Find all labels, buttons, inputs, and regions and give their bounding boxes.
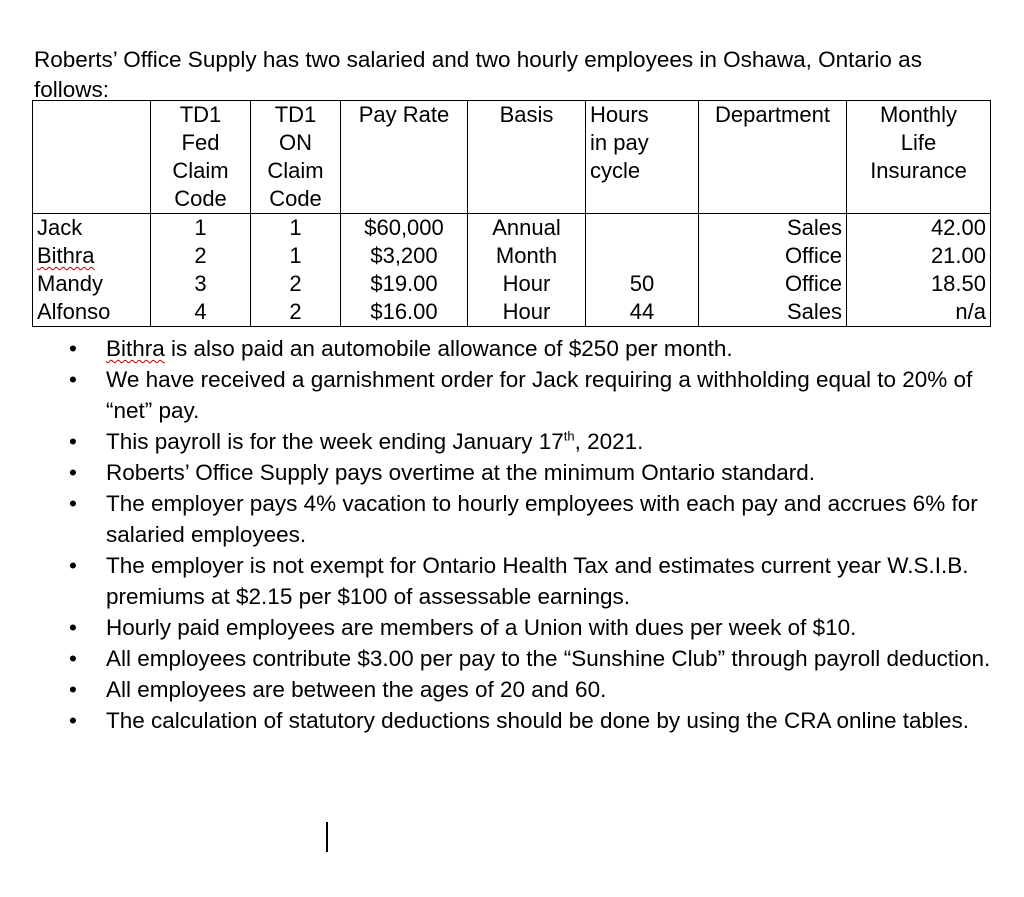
notes-list [64,333,994,736]
intro-paragraph: Roberts’ Office Supply has two salaried and two hourly employees in Oshawa, Ontario as follows: [34,46,922,102]
list-item [64,333,994,364]
header-name [33,101,151,214]
cell-insurance: 42.00 [847,214,991,243]
cell-department: Sales [699,214,847,243]
table-row [33,214,991,243]
note-text: All employees are between the ages of 20 and 60. [106,677,607,702]
bullet-icon: • [69,553,77,578]
cell-on-code: 1 [251,242,341,270]
cell-on-code: 2 [251,270,341,298]
cell-department: Office [699,242,847,270]
header-pay-rate: Pay Rate [341,101,468,214]
note-text: The calculation of statutory deductions should be done by using the CRA online tables. [106,708,970,733]
text-cursor-caret[interactable] [326,822,328,852]
cell-name [33,242,151,270]
cell-basis: Hour [468,270,586,298]
note-text: Roberts’ Office Supply pays overtime at the minimum Ontario standard. [106,460,816,485]
cell-basis: Annual [468,214,586,243]
note-text: is also paid an automobile allowance of $250 per month. [164,336,733,361]
cell-hours: 50 [586,270,699,298]
cell-basis: Hour [468,298,586,327]
cell-pay-rate: $19.00 [341,270,468,298]
table-header-row [33,101,991,214]
superscript-ordinal: th [563,428,575,444]
bullet-icon: • [69,708,77,733]
cell-pay-rate: $60,000 [341,214,468,243]
cell-fed-code: 4 [151,298,251,327]
bullet-icon: • [69,460,77,485]
cell-basis: Month [468,242,586,270]
note-text: The employer pays 4% vacation to hourly employees with each pay and accrues 6% for salaried employees. [106,491,978,547]
list-item [64,457,994,488]
list-item [64,612,994,643]
note-text: Hourly paid employees are members of a Union with dues per week of $10. [106,615,857,640]
employee-table [32,100,991,327]
bullet-icon: • [69,615,77,640]
list-item [64,550,994,612]
bullet-icon: • [69,646,77,671]
list-item [64,488,994,550]
note-text: We have received a garnishment order for Jack requiring a withholding equal to 20% of “net” pay. [106,367,973,423]
note-text: All employees contribute $3.00 per pay to the “Sunshine Club” through payroll deduction. [106,646,991,671]
cell-on-code: 1 [251,214,341,243]
cell-hours: 44 [586,298,699,327]
bullet-icon: • [69,336,77,361]
bullet-icon: • [69,429,77,454]
cell-name: Jack [33,214,151,243]
header-td1-on: TD1 ON Claim Code [251,101,341,214]
cell-fed-code: 1 [151,214,251,243]
bullet-icon: • [69,491,77,516]
cell-insurance: 21.00 [847,242,991,270]
cell-name: Alfonso [33,298,151,327]
cell-hours [586,242,699,270]
list-item [64,705,994,736]
bullet-icon: • [69,677,77,702]
note-text: , 2021. [574,429,644,454]
cell-name: Mandy [33,270,151,298]
list-item [64,426,994,457]
header-life-insurance: Monthly Life Insurance [847,101,991,214]
list-item [64,364,994,426]
table-row [33,270,991,298]
spellcheck-underlined-name: Bithra [106,336,165,361]
header-department: Department [699,101,847,214]
cell-fed-code: 3 [151,270,251,298]
table-row [33,298,991,327]
bullet-icon: • [69,367,77,392]
table-row [33,242,991,270]
spellcheck-underlined-name: Bithra [37,243,95,268]
header-basis: Basis [468,101,586,214]
cell-on-code: 2 [251,298,341,327]
cell-department: Sales [699,298,847,327]
note-text: This payroll is for the week ending January 17 [106,429,564,454]
list-item [64,643,994,674]
cell-hours [586,214,699,243]
cell-insurance: n/a [847,298,991,327]
note-text: The employer is not exempt for Ontario Health Tax and estimates current year W.S.I.B. premiums at $2.15 per $100 of assessable earnings. [106,553,969,609]
cell-insurance: 18.50 [847,270,991,298]
cell-department: Office [699,270,847,298]
cell-fed-code: 2 [151,242,251,270]
cell-pay-rate: $16.00 [341,298,468,327]
list-item [64,674,994,705]
header-td1-fed: TD1 Fed Claim Code [151,101,251,214]
cut-off-heading-fragment [30,0,37,4]
header-hours: Hours in pay cycle [586,101,699,214]
cell-pay-rate: $3,200 [341,242,468,270]
